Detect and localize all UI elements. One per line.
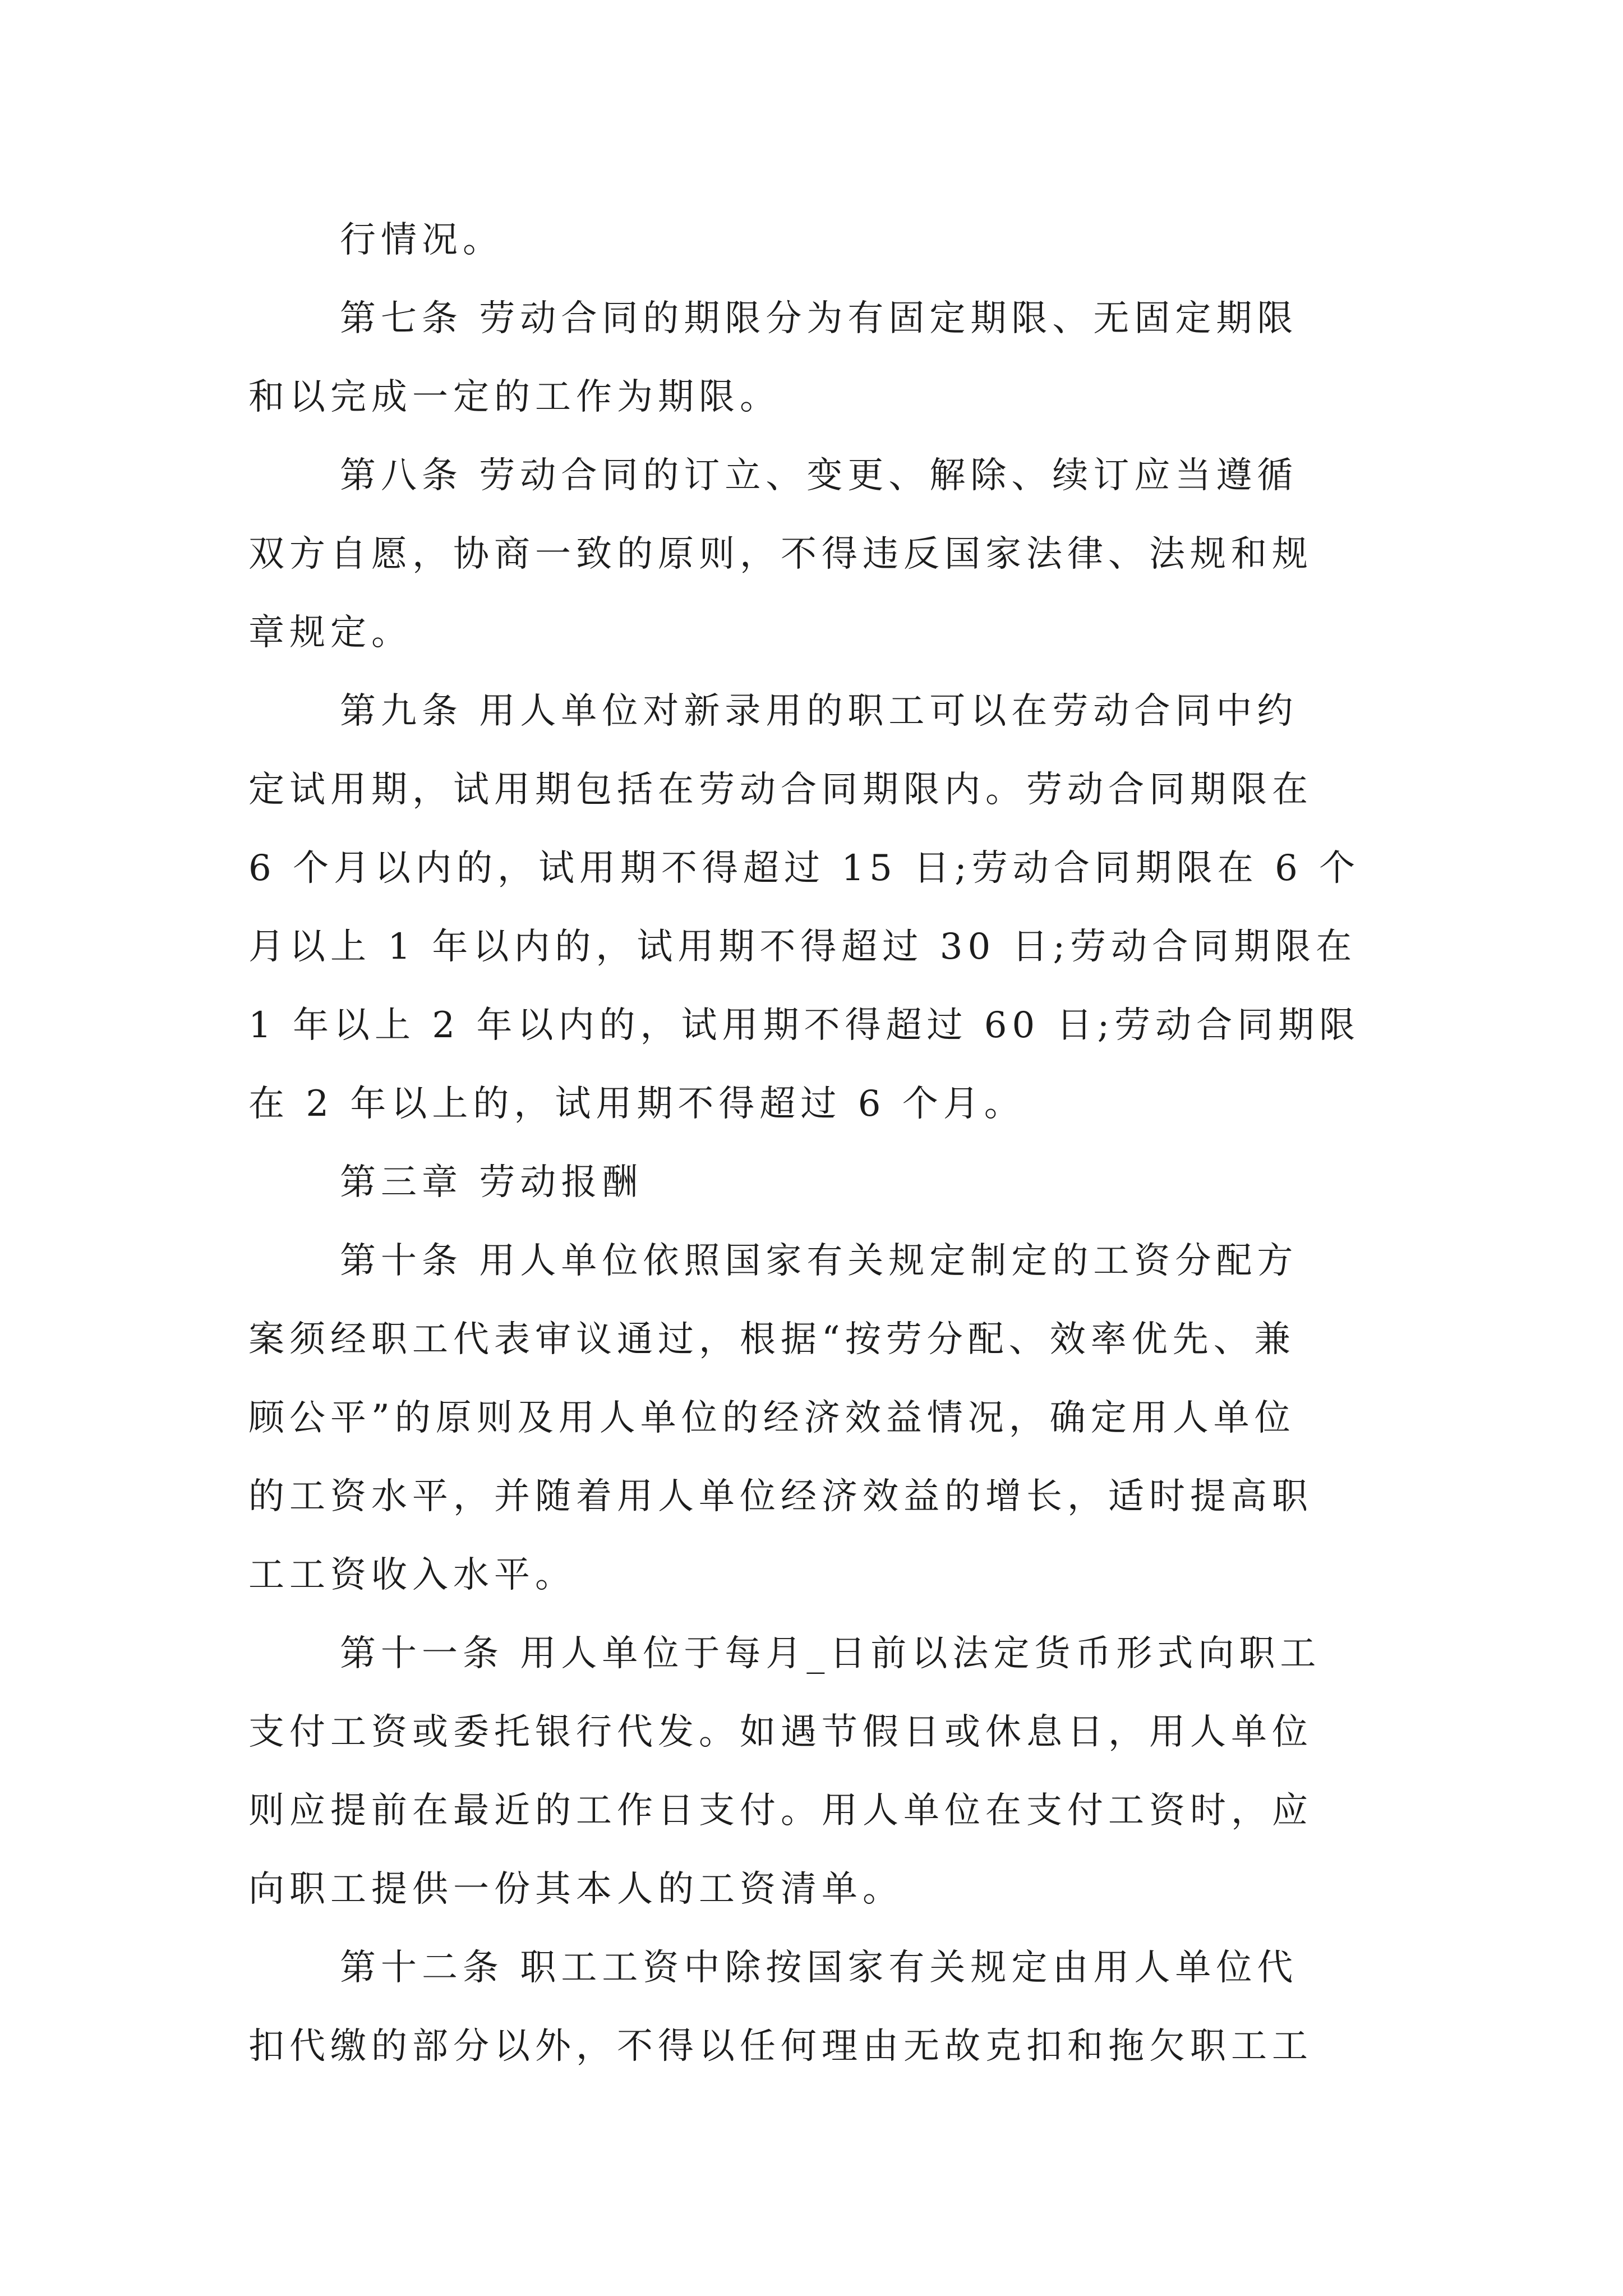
article-7-line: 第七条 劳动合同的期限分为有固定期限、无固定期限 — [340, 298, 1298, 339]
text-line: 扣代缴的部分以外，不得以任何理由无故克扣和拖欠职工工 — [248, 2026, 1313, 2067]
article-10-line: 第十条 用人单位依照国家有关规定制定的工资分配方 — [340, 1240, 1298, 1282]
article-12-line: 第十二条 职工工资中除按国家有关规定由用人单位代 — [340, 1947, 1298, 1989]
text-line: 工工资收入水平。 — [248, 1554, 576, 1596]
chapter-3-heading: 第三章 劳动报酬 — [340, 1162, 643, 1203]
text-line: 顾公平”的原则及用人单位的经济效益情况，确定用人单位 — [248, 1397, 1295, 1439]
document-body — [248, 201, 1387, 2086]
article-11-line: 第十一条 用人单位于每月_日前以法定货币形式向职工 — [340, 1633, 1321, 1674]
text-line: 向职工提供一份其本人的工资清单。 — [248, 1869, 903, 1910]
text-line: 在 2 年以上的，试用期不得超过 6 个月。 — [248, 1083, 1025, 1125]
text-line: 双方自愿，协商一致的原则，不得违反国家法律、法规和规 — [248, 533, 1313, 575]
text-line: 案须经职工代表审议通过，根据“按劳分配、效率优先、兼 — [248, 1319, 1295, 1360]
text-line: 行情况。 — [340, 219, 504, 261]
text-line: 和以完成一定的工作为期限。 — [248, 376, 781, 418]
text-line: 的工资水平，并随着用人单位经济效益的增长，适时提高职 — [248, 1476, 1313, 1517]
text-line: 月以上 1 年以内的，试用期不得超过 30 日;劳动合同期限在 — [248, 926, 1357, 968]
text-line: 定试用期，试用期包括在劳动合同期限内。劳动合同期限在 — [248, 769, 1313, 811]
text-line: 6 个月以内的，试用期不得超过 15 日;劳动合同期限在 6 个 — [248, 848, 1361, 889]
article-8-line: 第八条 劳动合同的订立、变更、解除、续订应当遵循 — [340, 455, 1298, 496]
text-line: 则应提前在最近的工作日支付。用人单位在支付工资时，应 — [248, 1790, 1313, 1832]
text-line: 1 年以上 2 年以内的，试用期不得超过 60 日;劳动合同期限 — [248, 1005, 1361, 1046]
text-line: 支付工资或委托银行代发。如遇节假日或休息日，用人单位 — [248, 1711, 1313, 1753]
article-9-line: 第九条 用人单位对新录用的职工可以在劳动合同中约 — [340, 691, 1298, 732]
text-line: 章规定。 — [248, 612, 412, 654]
